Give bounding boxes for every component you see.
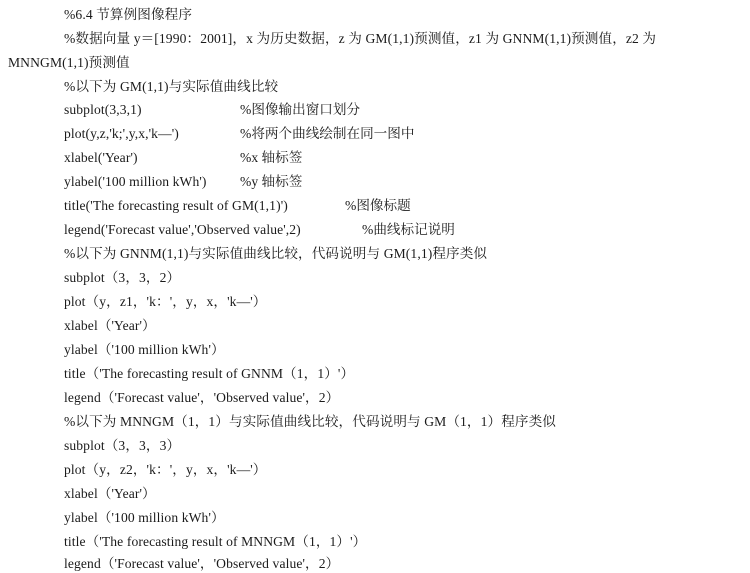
section-heading-comment: %6.4 节算例图像程序 [64, 7, 193, 22]
data-vector-comment-continued: MNNGM(1,1)预测值 [8, 55, 130, 70]
code-line: xlabel（'Year'） [64, 486, 156, 501]
code-line: xlabel('Year') [64, 150, 138, 165]
code-comment: %将两个曲线绘制在同一图中 [240, 126, 415, 141]
code-line: title('The forecasting result of GM(1,1)') [64, 198, 288, 213]
data-vector-comment: %数据向量 y＝[1990：2001]，x 为历史数据，z 为 GM(1,1)预测值，z1 为 GNNM(1,1)预测值，z2 为 [64, 31, 657, 46]
mnngm-section-comment: %以下为 MNNGM（1，1）与实际值曲线比较，代码说明与 GM（1，1）程序类似 [64, 414, 556, 429]
code-comment: %曲线标记说明 [362, 222, 455, 237]
code-line: subplot（3，3，3） [64, 438, 181, 453]
code-line: ylabel（'100 million kWh'） [64, 510, 225, 525]
code-line: title（'The forecasting result of MNNGM（1，1）'） [64, 534, 367, 549]
code-line: subplot（3，3，2） [64, 270, 181, 285]
code-line: legend（'Forecast value'，'Observed value'，2） [64, 556, 340, 571]
code-comment: %y 轴标签 [240, 174, 303, 189]
code-line: legend（'Forecast value'，'Observed value'，2） [64, 390, 340, 405]
code-line: ylabel('100 million kWh') [64, 174, 207, 189]
gm-section-comment: %以下为 GM(1,1)与实际值曲线比较 [64, 79, 279, 94]
code-comment: %图像输出窗口划分 [240, 102, 361, 117]
code-comment: %x 轴标签 [240, 150, 303, 165]
code-comment: %图像标题 [345, 198, 411, 213]
code-line: title（'The forecasting result of GNNM（1，1）'） [64, 366, 355, 381]
code-line: xlabel（'Year'） [64, 318, 156, 333]
code-line: plot（y，z2，'k：'，y，x，'k—'） [64, 462, 267, 477]
gnnm-section-comment: %以下为 GNNM(1,1)与实际值曲线比较，代码说明与 GM(1,1)程序类似 [64, 246, 488, 261]
code-line: plot（y，z1，'k：'，y，x，'k—'） [64, 294, 267, 309]
code-line: legend('Forecast value','Observed value',2) [64, 222, 301, 237]
code-line: ylabel（'100 million kWh'） [64, 342, 225, 357]
code-line: plot(y,z,'k;',y,x,'k—') [64, 126, 179, 141]
code-line: subplot(3,3,1) [64, 102, 142, 117]
